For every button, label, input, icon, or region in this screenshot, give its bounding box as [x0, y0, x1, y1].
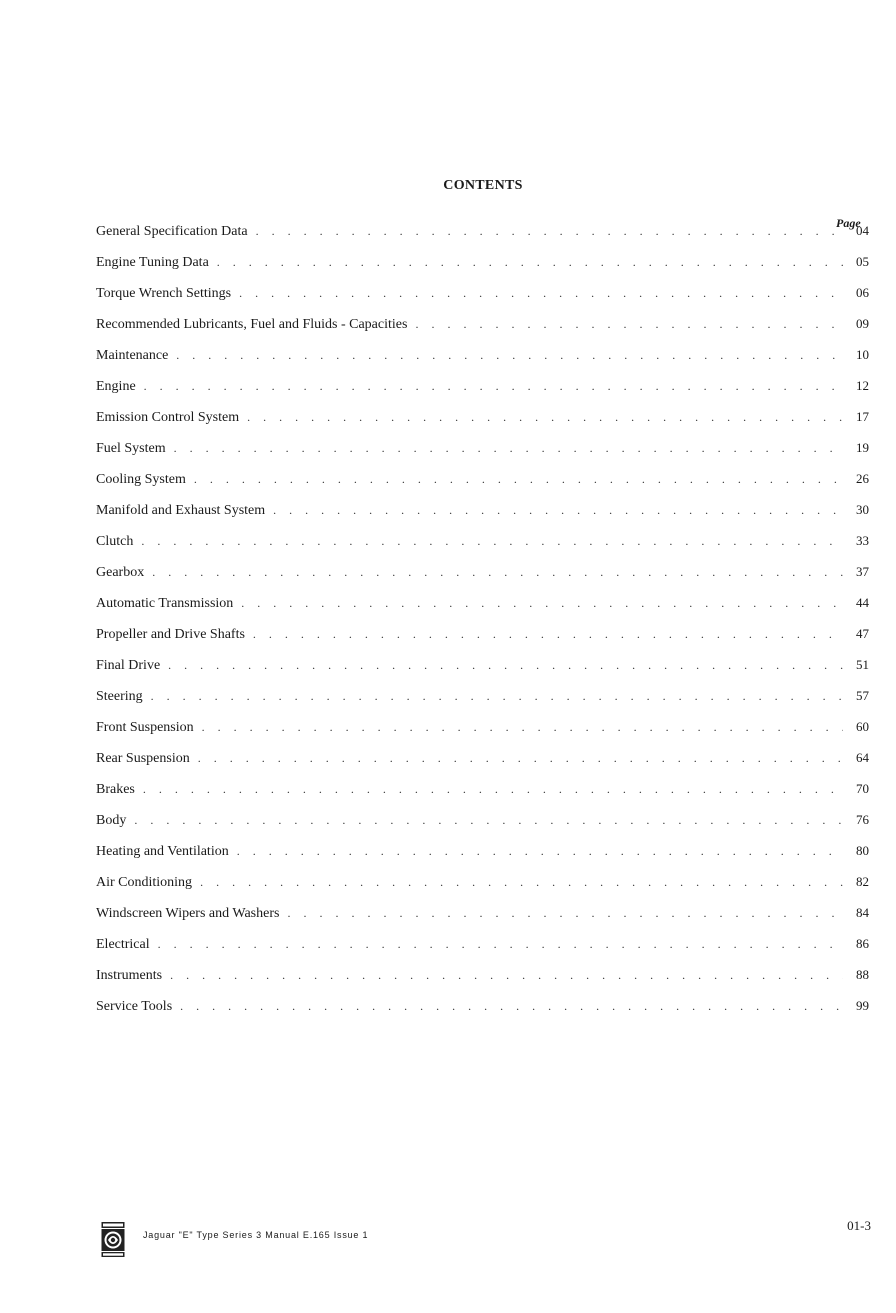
toc-entry: [96, 656, 869, 687]
toc-entry-label: Maintenance: [96, 348, 169, 363]
toc-entry: [96, 749, 869, 780]
toc-entry-page: 33: [856, 533, 869, 548]
page-footer: [101, 1218, 871, 1258]
toc-entry: [96, 625, 869, 656]
toc-entry-page: 64: [856, 750, 869, 765]
toc-entry: [96, 377, 869, 408]
toc-dot-leader: [180, 997, 843, 1015]
toc-dot-leader: [287, 904, 843, 922]
toc-dot-leader: [194, 470, 843, 488]
toc-dot-leader: [170, 966, 843, 984]
toc-entry-label: Manifold and Exhaust System: [96, 503, 266, 518]
toc-entry-label: Clutch: [96, 534, 134, 549]
toc-entry-label: Heating and Ventilation: [96, 844, 229, 859]
toc-entry: [96, 501, 869, 532]
toc-entry: [96, 563, 869, 594]
toc-entry-label: Engine: [96, 379, 136, 394]
toc-entry: [96, 780, 869, 811]
toc-entry: [96, 966, 869, 997]
toc-entry-page: 19: [856, 440, 869, 455]
toc-entry-label: Electrical: [96, 937, 150, 952]
toc-entry-label: Torque Wrench Settings: [96, 286, 232, 301]
toc-entry: [96, 997, 869, 1028]
toc-entry: [96, 532, 869, 563]
toc-entry: [96, 935, 869, 966]
toc-entry: [96, 842, 869, 873]
toc-entry-page: 57: [856, 688, 869, 703]
toc-entry-label: Emission Control System: [96, 410, 240, 425]
toc-dot-leader: [141, 532, 843, 550]
toc-dot-leader: [202, 718, 843, 736]
toc-entry-page: 04: [856, 223, 869, 238]
toc-dot-leader: [144, 377, 843, 395]
toc-entry-page: 05: [856, 254, 869, 269]
toc-dot-leader: [247, 408, 843, 426]
toc-entry-page: 80: [856, 843, 869, 858]
toc-entry-page: 09: [856, 316, 869, 331]
page-column-label: Page: [836, 216, 861, 230]
toc-entry-page: 99: [856, 998, 869, 1013]
toc-dot-leader: [253, 625, 843, 643]
page-title: CONTENTS: [443, 178, 523, 193]
toc-entry: [96, 687, 869, 718]
toc-entry-label: Final Drive: [96, 658, 161, 673]
toc-dot-leader: [415, 315, 843, 333]
toc-entry-label: General Specification Data: [96, 224, 248, 239]
toc-entry-page: 17: [856, 409, 869, 424]
toc-entry: [96, 253, 869, 284]
toc-entry-page: 84: [856, 905, 869, 920]
toc-entry: [96, 222, 869, 253]
toc-entry-page: 82: [856, 874, 869, 889]
toc-entry-label: Recommended Lubricants, Fuel and Fluids - Capacities: [96, 317, 408, 332]
toc-entry: [96, 718, 869, 749]
toc-entry-page: 44: [856, 595, 869, 610]
toc-entry: [96, 470, 869, 501]
toc-entry: [96, 408, 869, 439]
toc-entry: [96, 346, 869, 377]
toc-entry-page: 70: [856, 781, 869, 796]
toc-entry-label: Gearbox: [96, 565, 145, 580]
footer-page-number: 01-3: [847, 1218, 871, 1233]
toc-entry-page: 30: [856, 502, 869, 517]
toc-dot-leader: [239, 284, 843, 302]
toc-entry: [96, 439, 869, 470]
toc-dot-leader: [152, 563, 843, 581]
toc-dot-leader: [256, 222, 843, 240]
toc-dot-leader: [237, 842, 843, 860]
toc-dot-leader: [273, 501, 843, 519]
toc-entry-label: Body: [96, 813, 127, 828]
toc-dot-leader: [174, 439, 843, 457]
toc-entry-label: Windscreen Wipers and Washers: [96, 906, 280, 921]
toc-dot-leader: [168, 656, 843, 674]
footer-manual-title: Jaguar "E" Type Series 3 Manual E.165 Issue 1: [143, 1230, 369, 1240]
toc-entry-label: Automatic Transmission: [96, 596, 234, 611]
toc-entry-page: 60: [856, 719, 869, 734]
toc-entry-page: 51: [856, 657, 869, 672]
toc-entry-label: Brakes: [96, 782, 135, 797]
contents-list: [96, 222, 869, 1028]
toc-dot-leader: [176, 346, 843, 364]
toc-entry-page: 76: [856, 812, 869, 827]
british-leyland-logo-icon: [101, 1218, 125, 1258]
toc-entry-label: Propeller and Drive Shafts: [96, 627, 245, 642]
toc-entry-page: 06: [856, 285, 869, 300]
toc-entry: [96, 315, 869, 346]
toc-entry-page: 26: [856, 471, 869, 486]
toc-entry-page: 10: [856, 347, 869, 362]
toc-dot-leader: [200, 873, 843, 891]
toc-entry-page: 12: [856, 378, 869, 393]
toc-dot-leader: [241, 594, 843, 612]
toc-entry-page: 86: [856, 936, 869, 951]
toc-dot-leader: [134, 811, 843, 829]
toc-dot-leader: [217, 253, 843, 271]
toc-entry-label: Engine Tuning Data: [96, 255, 209, 270]
toc-dot-leader: [158, 935, 843, 953]
toc-dot-leader: [198, 749, 843, 767]
toc-entry-label: Steering: [96, 689, 143, 704]
toc-entry-label: Rear Suspension: [96, 751, 190, 766]
toc-entry-page: 37: [856, 564, 869, 579]
toc-entry-label: Service Tools: [96, 999, 173, 1014]
toc-entry: [96, 873, 869, 904]
toc-entry-label: Front Suspension: [96, 720, 194, 735]
toc-entry-page: 88: [856, 967, 869, 982]
toc-entry-label: Fuel System: [96, 441, 166, 456]
toc-entry: [96, 904, 869, 935]
toc-entry-label: Cooling System: [96, 472, 186, 487]
toc-entry-label: Instruments: [96, 968, 163, 983]
toc-entry-label: Air Conditioning: [96, 875, 193, 890]
toc-dot-leader: [143, 780, 843, 798]
toc-entry-page: 47: [856, 626, 869, 641]
toc-dot-leader: [151, 687, 843, 705]
toc-entry: [96, 811, 869, 842]
toc-entry: [96, 594, 869, 625]
toc-entry: [96, 284, 869, 315]
